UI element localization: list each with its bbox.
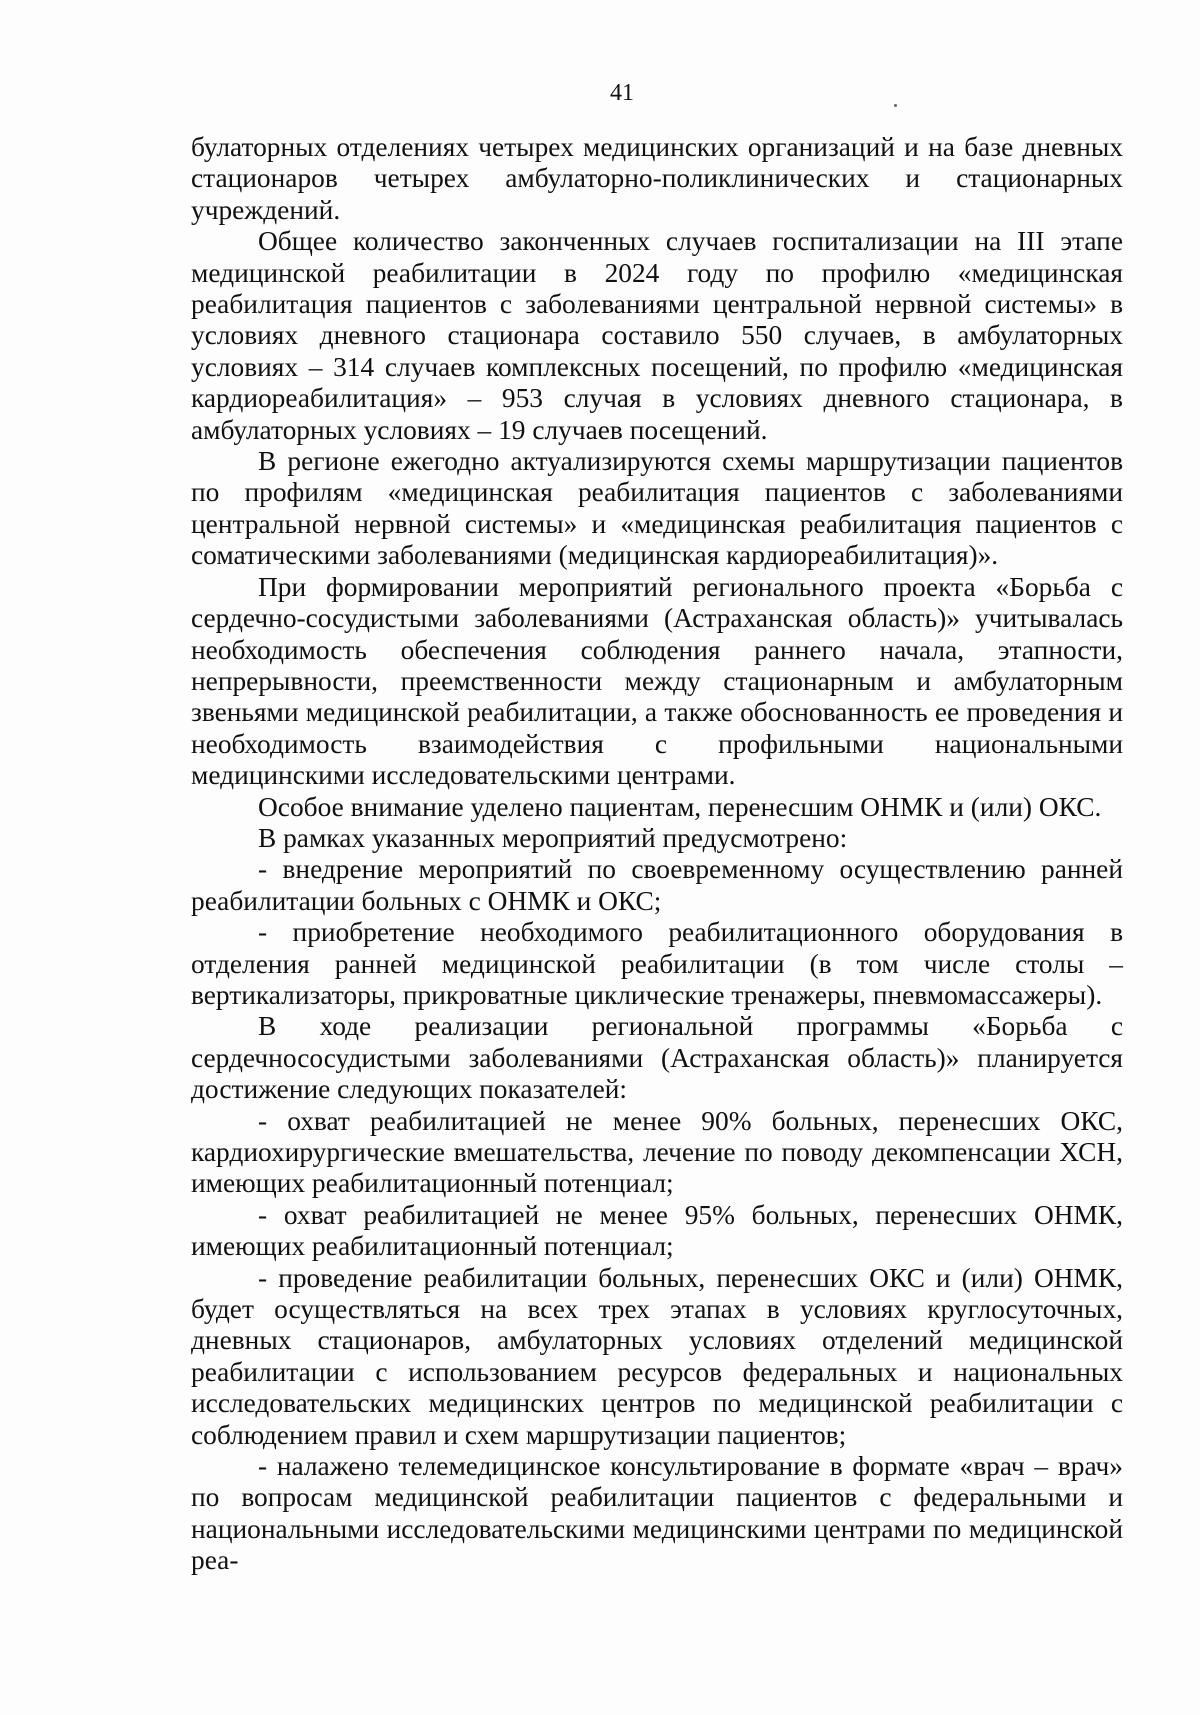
list-item-early-rehab: - внедрение мероприятий по своевременному осуществлению ранней реабилитации больных с ОНМК и ОКС;: [191, 854, 1123, 916]
paragraph-continuation: булаторных отделениях четырех медицинских организаций и на базе дневных стационаров четырех амбулаторно-поликлинических и стационарных учреждений.: [191, 132, 1123, 225]
paragraph-regional-project: При формировании мероприятий регионального проекта «Борьба с сердечно-сосудистыми заболеваниями (Астраханская область)» учитывалась необходимость обеспечения соблюдения раннего начала, этапности, непрерывности, преемственности между стационарным и амбулаторным звеньями медицинской реабилитации, а также обоснованность ее проведения и необходимость взаимодействия с профильными национальными медицинскими исследовательскими центрами.: [191, 571, 1123, 791]
paragraph-hospitalization-stats: Общее количество законченных случаев госпитализации на III этапе медицинской реабилитации в 2024 году по профилю «медицинская реабилитация пациентов с заболеваниями центральной нервной системы» в условиях дневного стационара составило 550 случаев, в амбулаторных условиях – 314 случаев комплексных посещений, по профилю «медицинская кардиореабилитация» – 953 случая в условиях дневного стационара, в амбулаторных условиях – 19 случаев посещений.: [191, 226, 1123, 445]
list-item-equipment: - приобретение необходимого реабилитационного оборудования в отделения ранней медицинской реабилитации (в том числе столы – вертикализаторы, прикроватные циклические тренажеры, пневмомассажеры).: [191, 917, 1123, 1010]
scan-speck: [894, 104, 897, 107]
page-number: 41: [610, 80, 634, 106]
paragraph-program-indicators: В ходе реализации региональной программы «Борьба с сердечнососудистыми заболеваниями (Астраханская область)» планируется достижение следующих показателей:: [191, 1011, 1123, 1105]
list-item-coverage-onmk: - охват реабилитацией не менее 95% больных, перенесших ОНМК, имеющих реабилитационный потенциал;: [191, 1199, 1123, 1262]
list-item-coverage-oks: - охват реабилитацией не менее 90% больных, перенесших ОКС, кардиохирургические вмешательства, лечение по поводу декомпенсации ХСН, имеющих реабилитационный потенциал;: [191, 1105, 1123, 1199]
list-item-telemedicine: - налажено телемедицинское консультирование в формате «врач – врач» по вопросам медицинской реабилитации пациентов с федеральными и национальными исследовательскими медицинскими центрами по медицинской реа-: [191, 1451, 1123, 1576]
body-text: [191, 132, 1123, 1577]
paragraph-routing-schemes: В регионе ежегодно актуализируются схемы маршрутизации пациентов по профилям «медицинская реабилитация пациентов с заболеваниями центральной нервной системы» и «медицинская реабилитация пациентов с соматическими заболеваниями (медицинская кардиореабилитация)».: [191, 446, 1123, 571]
paragraph-special-attention: Особое внимание уделено пациентам, перенесшим ОНМК и (или) ОКС.: [258, 791, 1102, 822]
paragraph-measures-intro: В рамках указанных мероприятий предусмотрено:: [258, 822, 848, 853]
list-item-three-stages: - проведение реабилитации больных, перенесших ОКС и (или) ОНМК, будет осуществляться на всех трех этапах в условиях круглосуточных, дневных стационаров, амбулаторных условиях отделений медицинской реабилитации с использованием ресурсов федеральных и национальных исследовательских медицинских центров по медицинской реабилитации с соблюдением правил и схем маршрутизации пациентов;: [191, 1262, 1123, 1450]
